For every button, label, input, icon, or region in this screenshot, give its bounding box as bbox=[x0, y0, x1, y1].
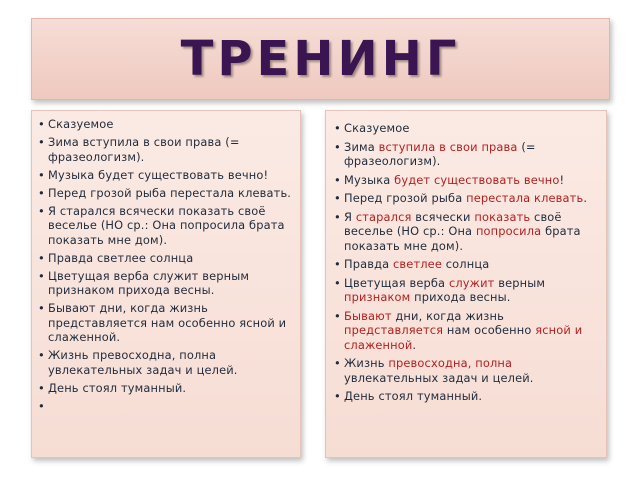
sentence-text: Правда bbox=[344, 257, 394, 271]
sentence-text: (= фразеологизм). bbox=[344, 139, 536, 168]
sentence-text: всячески bbox=[411, 209, 475, 224]
left-list-item: • Я старался всячески показать своё веселье (НО ср.: Она попросила брата показать мне дом). bbox=[38, 204, 296, 248]
sentence-text: брата показать мне дом). bbox=[344, 224, 581, 253]
right-list-item bbox=[334, 309, 602, 353]
right-list-item bbox=[334, 257, 602, 272]
sentence-text: солнца bbox=[441, 257, 490, 271]
sentence-text: своё веселье (НО ср.: Она bbox=[344, 209, 562, 238]
right-list-item bbox=[334, 210, 602, 254]
left-list-item: • Перед грозой рыба перестала клевать. bbox=[38, 186, 296, 201]
sentence-text: Музыка bbox=[344, 172, 395, 187]
left-list-item: • Жизнь превосходна, полна увлекательных задач и целей. bbox=[38, 348, 296, 377]
right-list-item bbox=[334, 276, 602, 305]
right-list-item bbox=[334, 389, 602, 404]
predicate-highlight: светлее bbox=[393, 257, 442, 271]
predicate-highlight: будет существовать вечно bbox=[394, 172, 560, 187]
right-list-item bbox=[334, 173, 602, 188]
left-panel bbox=[31, 110, 301, 458]
right-list-item bbox=[334, 140, 602, 169]
predicate-highlight: перестала клевать bbox=[466, 191, 584, 205]
sentence-text: День стоял туманный. bbox=[344, 389, 483, 403]
predicate-highlight: представляется bbox=[344, 323, 444, 337]
right-sentence-list bbox=[334, 121, 602, 404]
left-list-item: • Зима вступила в свои права (= фразеологизм). bbox=[38, 135, 296, 164]
left-list-item: • Музыка будет существовать вечно! bbox=[38, 168, 296, 183]
right-list-item bbox=[334, 356, 602, 385]
predicate-highlight: служит bbox=[448, 275, 495, 290]
left-sentence-list bbox=[38, 117, 296, 395]
sentence-text: Цветущая верба bbox=[344, 275, 449, 290]
sentence-text: Сказуемое bbox=[344, 121, 410, 135]
predicate-highlight: Бывают bbox=[344, 308, 392, 323]
sentence-text: Я bbox=[344, 209, 356, 224]
right-list-item bbox=[334, 191, 602, 206]
right-panel bbox=[325, 110, 607, 458]
left-list-item: • Бывают дни, когда жизнь представляется нам особенно ясной и слаженной. bbox=[38, 301, 296, 345]
sentence-text: Перед грозой рыба bbox=[344, 191, 467, 205]
left-list-item: • День стоял туманный. bbox=[38, 381, 296, 396]
predicate-highlight: признаком bbox=[344, 290, 411, 304]
title-banner bbox=[31, 18, 610, 100]
predicate-highlight: вступила в свои права bbox=[378, 139, 518, 154]
sentence-text: верным bbox=[494, 275, 546, 290]
sentence-text: ! bbox=[559, 172, 565, 187]
left-list-item: • Сказуемое bbox=[38, 117, 296, 132]
sentence-text: . bbox=[583, 191, 588, 205]
left-list-item: • Цветущая верба служит верным признаком прихода весны. bbox=[38, 269, 296, 298]
sentence-text: прихода весны. bbox=[410, 290, 511, 304]
sentence-text: Зима bbox=[344, 139, 379, 154]
predicate-highlight: попросила bbox=[475, 224, 542, 238]
sentence-text: Жизнь bbox=[344, 356, 389, 370]
sentence-text: увлекательных задач и целей. bbox=[344, 370, 534, 385]
predicate-highlight: старался bbox=[355, 209, 412, 224]
sentence-text: . bbox=[412, 337, 417, 352]
right-list-item bbox=[334, 121, 602, 136]
predicate-highlight: ясной и слаженной bbox=[344, 323, 583, 352]
sentence-text: дни, когда жизнь bbox=[391, 308, 504, 323]
predicate-highlight: показать bbox=[474, 209, 531, 224]
predicate-highlight: превосходна, полна bbox=[388, 356, 513, 370]
sentence-text: нам особенно bbox=[443, 323, 536, 337]
page-title: ТРЕНИНГ bbox=[180, 31, 461, 87]
left-list-item: • Правда светлее солнца bbox=[38, 251, 296, 266]
